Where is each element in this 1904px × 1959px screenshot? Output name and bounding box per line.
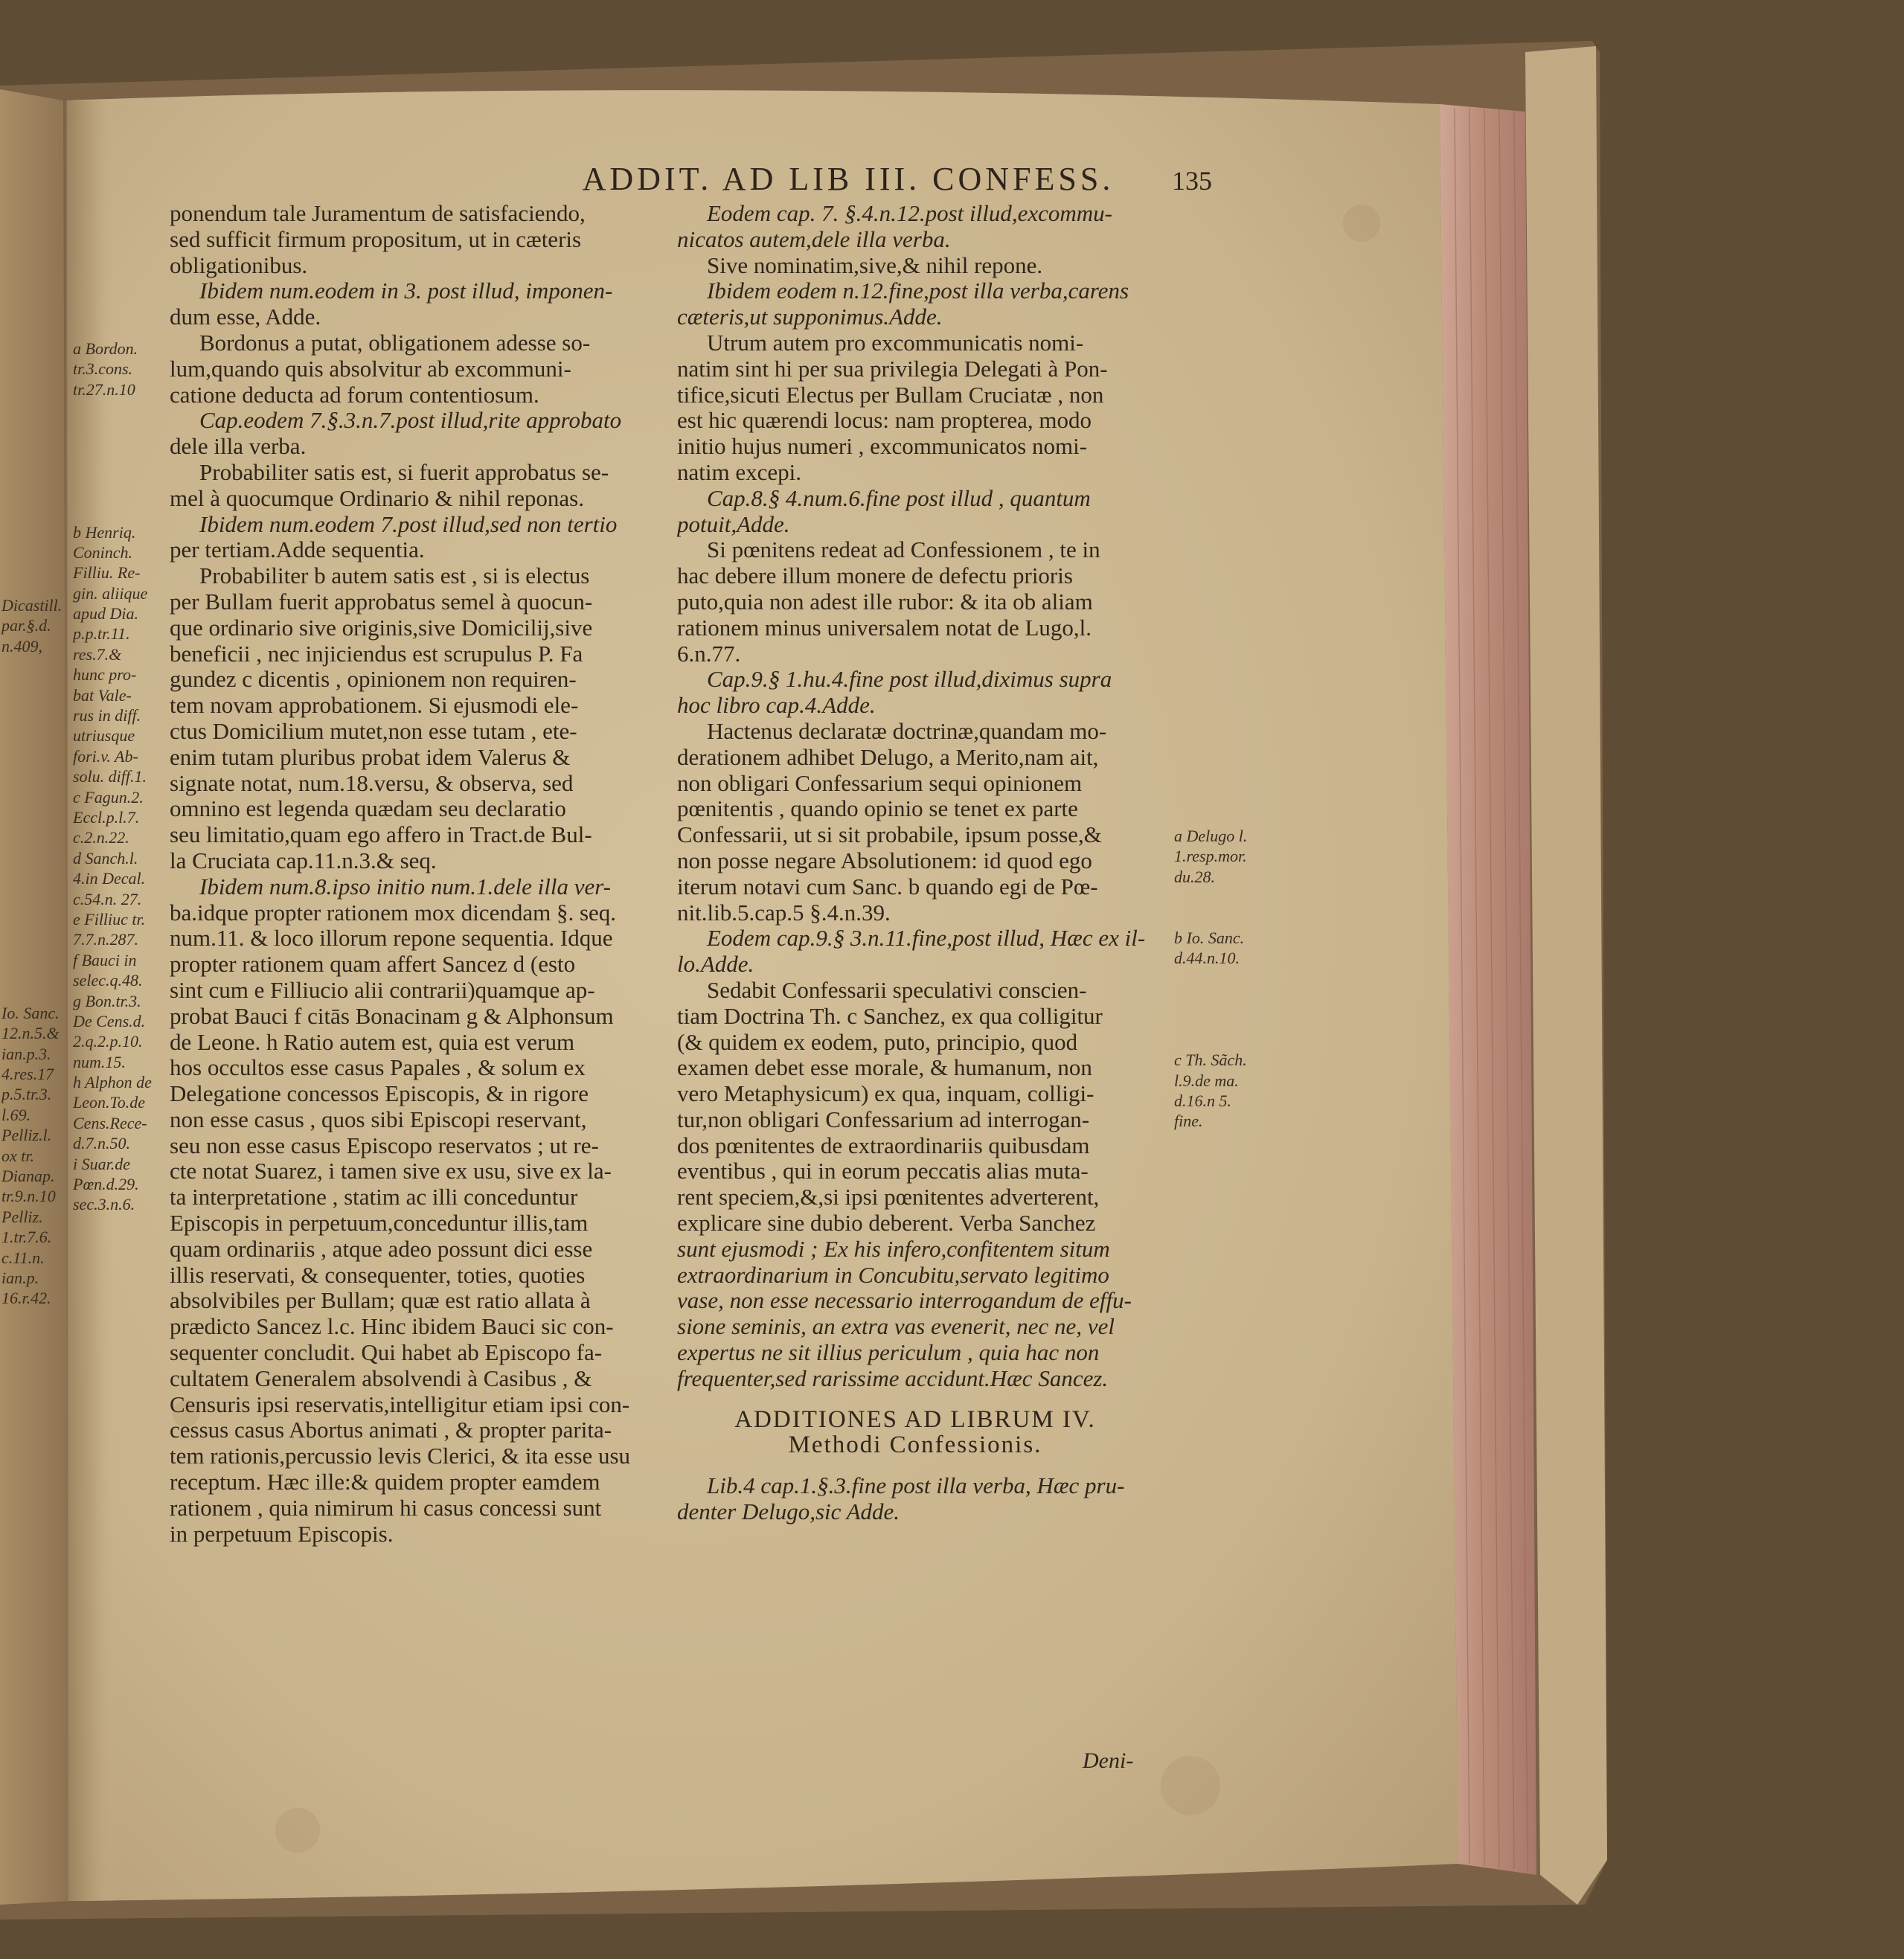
- marginal-note-line: [1, 697, 65, 717]
- marginal-note-line: gin. aliique: [73, 583, 148, 603]
- text-line: dum esse, Adde.: [170, 304, 321, 330]
- marginal-note-line: b Io. Sanc.: [1174, 928, 1245, 947]
- marginal-note-line: p.5.tr.3.: [1, 1085, 52, 1104]
- text-line: nicatos autem,dele illa verba.: [677, 226, 951, 252]
- text-line: in perpetuum Episcopis.: [170, 1521, 394, 1547]
- marginal-note-line: rus in diff.: [73, 706, 141, 725]
- marginal-note-line: c.2.n.22.: [73, 828, 129, 847]
- text-line: enim tutam pluribus probat idem Valerus &: [170, 744, 571, 770]
- text-line: puto,quia non adest ille rubor: & ita ob aliam: [677, 589, 1093, 615]
- marginal-note-line: c.54.n. 27.: [73, 889, 142, 908]
- marginal-note-line: utriusque: [73, 726, 135, 746]
- text-line: Probabiliter b autem satis est , si is electus: [199, 563, 590, 589]
- text-line: cessus casus Abortus animati , & propter parita-: [170, 1417, 612, 1443]
- left-text-column: [170, 201, 682, 1547]
- marginal-note-line: b Henriq.: [73, 522, 136, 542]
- right-text-column: [677, 201, 1198, 1525]
- text-line: extraordinarium in Concubitu,servato legitimo: [677, 1262, 1109, 1288]
- marginal-note-line: p.p.tr.11.: [73, 624, 130, 644]
- marginal-note-line: Pœn.d.29.: [73, 1175, 139, 1194]
- marginal-note-line: g Bon.tr.3.: [73, 991, 141, 1010]
- text-line: examen debet esse morale, & humanum, non: [677, 1055, 1092, 1081]
- marginal-note-line: Pelliz.: [1, 1207, 43, 1226]
- text-line: sione seminis, an extra vas evenerit, nec ne, vel: [677, 1314, 1115, 1340]
- text-line: Cap.8.§ 4.num.6.fine post illud , quantum: [707, 485, 1091, 511]
- marginal-note-line: [1, 758, 65, 778]
- text-line: tifice,sicuti Electus per Bullam Cruciatæ , non: [677, 382, 1104, 408]
- text-line: obligationibus.: [170, 252, 308, 278]
- text-line: gundez c dicentis , opinionem non requiren-: [170, 667, 577, 693]
- text-line: signate notat, num.18.versu, & observa, sed: [170, 770, 574, 796]
- text-line: illis reservati, & consequenter, toties, quoties: [170, 1262, 586, 1288]
- marginal-note-line: du.28.: [1174, 867, 1215, 886]
- text-line: derationem adhibet Delugo, a Merito,nam ait,: [677, 744, 1099, 770]
- text-line: pœnitentis , quando opinio se tenet ex parte: [677, 796, 1078, 822]
- text-line: rationem minus universalem notat de Lugo,l.: [677, 615, 1092, 641]
- marginal-note-line: [73, 440, 170, 461]
- marginal-note-line: ian.p.3.: [1, 1044, 51, 1063]
- marginal-note-line: [1, 840, 65, 860]
- marginal-note-line: [1, 962, 65, 982]
- text-line: Episcopis in perpetuum,conceduntur illis,tam: [170, 1211, 589, 1237]
- text-line: seu non esse casus Episcopo reservatos ; ut re-: [170, 1132, 599, 1158]
- text-line: [677, 1458, 1198, 1473]
- text-line: dos pœnitentes de extraordinariis quibusdam: [677, 1132, 1090, 1158]
- marginal-note-line: [1, 717, 65, 737]
- text-line: Ibidem num.8.ipso initio num.1.dele illa ver-: [199, 873, 611, 900]
- marginal-note-line: [1174, 908, 1263, 928]
- text-line: mel à quocumque Ordinario & nihil reponas.: [170, 485, 585, 511]
- text-line: natim excepi.: [677, 459, 801, 485]
- text-line: Si pœnitens redeat ad Confessionem , te in: [707, 537, 1100, 563]
- text-line: natim sint hi per sua privilegia Delegati à Pon-: [677, 356, 1108, 382]
- text-line: per Bullam fuerit approbatus semel à quocun-: [170, 589, 593, 615]
- text-line: rent speciem,&,si ipsi pœnitentes adverterent,: [677, 1184, 1100, 1211]
- text-line: sunt ejusmodi ; Ex his infero,confitentem situm: [677, 1236, 1110, 1262]
- text-line: que ordinario sive originis,sive Domicilij,sive: [170, 615, 593, 641]
- text-line: nit.lib.5.cap.5 §.4.n.39.: [677, 900, 891, 926]
- text-line: frequenter,sed rarissime accidunt.Hæc Sancez.: [677, 1365, 1109, 1391]
- text-line: ponendum tale Juramentum de satisfaciendo,: [170, 201, 586, 226]
- marginal-note-line: c Th. Sãch.: [1174, 1051, 1247, 1070]
- text-line: Eodem cap.9.§ 3.n.11.fine,post illud, Hæc ex il-: [707, 926, 1146, 952]
- text-line: propter rationem quam affert Sancez d (esto: [170, 952, 576, 978]
- marginal-note-line: [1, 942, 65, 962]
- marginal-note-line: Pelliz.l.: [1, 1126, 52, 1145]
- text-line: rationem , quia nimirum hi casus concessi sunt: [170, 1495, 602, 1521]
- catchword: Deni-: [1083, 1748, 1134, 1773]
- marginal-note-line: ox tr.: [1, 1146, 34, 1165]
- marginal-note-line: solu. diff.1.: [73, 767, 147, 786]
- text-line: hos occultos esse casus Papales , & solum ex: [170, 1055, 586, 1081]
- marginal-note-line: c Fagun.2.: [73, 787, 144, 807]
- text-line: Confessarii, ut si sit probabile, ipsum posse,&: [677, 822, 1102, 848]
- marginal-note-line: [1174, 1010, 1263, 1030]
- left-marginal-notes: [73, 339, 170, 1215]
- running-head: ADDIT. AD LIB III. CONFESS.: [582, 161, 1115, 197]
- marginal-note-line: ian.p.: [1, 1268, 39, 1287]
- marginal-note-line: [1, 880, 65, 900]
- text-line: [677, 1392, 1198, 1407]
- marginal-note-line: [1, 982, 65, 1002]
- marginal-note-line: f Bauci in: [73, 950, 137, 969]
- marginal-note-line: [1174, 969, 1263, 989]
- text-line: eventibus , qui in eorum peccatis alias muta-: [677, 1158, 1089, 1184]
- text-line: Hactenus declaratæ doctrinæ,quandam mo-: [707, 718, 1107, 744]
- facing-page-marginalia: [1, 595, 65, 1309]
- text-line: catione deducta ad forum contentiosum.: [170, 382, 539, 408]
- page-number: 135: [1172, 166, 1212, 196]
- text-line: Ibidem num.eodem in 3. post illud, imponen-: [199, 278, 613, 304]
- text-line: est hic quærendi locus: nam propterea, modo: [677, 408, 1092, 434]
- marginal-note-line: e Filliuc tr.: [73, 909, 146, 929]
- marginal-note-line: h Alphon de: [73, 1073, 152, 1092]
- text-line: Ibidem eodem n.12.fine,post illa verba,carens: [707, 278, 1129, 304]
- marginal-note-line: sec.3.n.6.: [73, 1195, 135, 1214]
- marginal-note-line: [1174, 887, 1263, 907]
- marginal-note-line: num.15.: [73, 1052, 126, 1071]
- marginal-note-line: Filliu. Re-: [73, 563, 141, 583]
- text-line: hac debere illum monere de defectu prioris: [677, 563, 1073, 589]
- marginal-note-line: fori.v. Ab-: [73, 746, 138, 766]
- marginal-note-line: 16.r.42.: [1, 1289, 51, 1308]
- marginal-note-line: d.44.n.10.: [1174, 949, 1240, 968]
- marginal-note-line: [1, 738, 65, 758]
- text-line: Utrum autem pro excommunicatis nomi-: [707, 330, 1084, 356]
- text-line: non posse negare Absolutionem: id quod ego: [677, 847, 1092, 873]
- text-line: Sive nominatim,sive,& nihil repone.: [707, 252, 1043, 278]
- text-line: tiam Doctrina Th. c Sanchez, ex qua colligitur: [677, 1003, 1103, 1029]
- text-line: de Leone. h Ratio autem est, quia est verum: [170, 1029, 575, 1055]
- marginal-note-line: [1, 901, 65, 921]
- marginal-note-line: d Sanch.l.: [73, 848, 138, 868]
- text-line: explicare sine dubio deberent. Verba Sanchez: [677, 1211, 1096, 1237]
- text-line: quam ordinariis , atque adeo possunt dici esse: [170, 1236, 593, 1262]
- text-line: tem novam approbationem. Si ejusmodi ele-: [170, 693, 579, 719]
- marginal-note-line: d.7.n.50.: [73, 1134, 130, 1153]
- marginal-note-line: 7.7.n.287.: [73, 930, 138, 949]
- marginal-note-line: l.69.: [1, 1105, 31, 1124]
- text-line: 6.n.77.: [677, 641, 741, 667]
- text-line: Probabiliter satis est, si fuerit approbatus se-: [199, 459, 609, 485]
- text-line: ba.idque propter rationem mox dicendam §. seq.: [170, 900, 617, 926]
- marginal-note-line: n.409,: [1, 636, 42, 655]
- text-line: expertus ne sit illius periculum , quia hac non: [677, 1340, 1100, 1366]
- text-line: Delegatione concessos Episcopis, & in rigore: [170, 1081, 589, 1107]
- marginal-note-line: Cens.Rece-: [73, 1113, 147, 1132]
- text-line: la Cruciata cap.11.n.3.& seq.: [170, 847, 437, 873]
- text-line: ta interpretatione , statim ac illi conceduntur: [170, 1184, 578, 1211]
- marginal-note-line: par.§.d.: [1, 616, 51, 635]
- marginal-note-line: [1, 921, 65, 941]
- text-line: seu limitatio,quam ego affero in Tract.de Bul-: [170, 822, 592, 848]
- marginal-note-line: [73, 461, 170, 481]
- marginal-note-line: [1, 860, 65, 880]
- marginal-note-line: tr.3.cons.: [73, 359, 133, 379]
- marginal-note-line: fine.: [1174, 1112, 1203, 1131]
- text-line: beneficii , nec injiciendus est scrupulus P. Fa: [170, 641, 583, 667]
- marginal-note-line: i Suar.de: [73, 1154, 130, 1173]
- marginal-note-line: c.11.n.: [1, 1248, 45, 1267]
- marginal-note-line: Io. Sanc.: [1, 1003, 60, 1022]
- text-line: Censuris ipsi reservatis,intelligitur etiam ipsi con-: [170, 1391, 630, 1417]
- marginal-note-line: [1, 819, 65, 839]
- text-line: initio hujus numeri , excommunicatos nomi-: [677, 434, 1088, 460]
- marginal-note-line: selec.q.48.: [73, 971, 143, 990]
- marginal-note-line: bat Vale-: [73, 685, 132, 705]
- marginal-note-line: tr.27.n.10: [73, 379, 135, 399]
- marginal-note-line: [1174, 1030, 1263, 1050]
- text-line: iterum notavi cum Sanc. b quando egi de Pœ-: [677, 873, 1098, 900]
- text-line: cæteris,ut supponimus.Adde.: [677, 304, 943, 330]
- text-line: omnino est legenda quædam seu declaratio: [170, 796, 566, 822]
- text-line: Cap.9.§ 1.hu.4.fine post illud,diximus supra: [707, 667, 1112, 693]
- marginal-note-line: [1, 656, 65, 676]
- marginal-note-line: [1, 799, 65, 819]
- marginal-note-line: tr.9.n.10: [1, 1187, 56, 1206]
- marginal-note-line: res.7.&: [73, 644, 122, 664]
- marginal-note-line: Leon.To.de: [73, 1093, 145, 1112]
- marginal-note-line: Coninch.: [73, 542, 133, 562]
- text-line: absolvibiles per Bullam; quæ est ratio allata à: [170, 1288, 591, 1314]
- marginal-note-line: [73, 481, 170, 501]
- marginal-note-line: [1, 779, 65, 799]
- text-line: receptum. Hæc ille:& quidem propter eamdem: [170, 1469, 600, 1495]
- text-line: sint cum e Filliucio alii contrarii)quamque ap-: [170, 977, 595, 1003]
- marginal-note-line: Eccl.p.l.7.: [73, 807, 140, 827]
- marginal-note-line: a Bordon.: [73, 339, 138, 358]
- marginal-note-line: Dianap.: [1, 1166, 55, 1185]
- text-line: dele illa verba.: [170, 434, 307, 460]
- text-line: Eodem cap. 7. §.4.n.12.post illud,excommu-: [707, 201, 1112, 226]
- section-heading-line: ADDITIONES AD LIBRUM IV.: [734, 1406, 1096, 1433]
- marginal-note-line: 4.res.17: [1, 1064, 54, 1083]
- text-line: hoc libro cap.4.Adde.: [677, 693, 876, 719]
- text-line: vero Metaphysicum) ex qua, inquam, colligi-: [677, 1081, 1094, 1107]
- text-line: (& quidem ex eodem, puto, principio, quod: [677, 1029, 1078, 1055]
- marginal-note-line: apud Dia.: [73, 604, 138, 623]
- text-line: tem rationis,percussio levis Clerici, & ita esse usu: [170, 1443, 631, 1469]
- marginal-note-line: Dicastill.: [1, 596, 62, 615]
- text-line: Bordonus a putat, obligationem adesse so-: [199, 330, 591, 356]
- marginal-note-line: [1, 677, 65, 697]
- text-line: Cap.eodem 7.§.3.n.7.post illud,rite approbato: [199, 408, 622, 434]
- text-line: ctus Domicilium mutet,non esse tutam , ete-: [170, 718, 577, 744]
- section-heading-line: Methodi Confessionis.: [788, 1432, 1042, 1459]
- marginal-note-line: l.9.de ma.: [1174, 1071, 1239, 1090]
- text-line: num.11. & loco illorum repone sequentia. Idque: [170, 926, 613, 952]
- marginal-note-line: 12.n.5.&: [1, 1024, 60, 1043]
- marginal-note-line: [73, 400, 170, 420]
- text-line: non esse casus , quos sibi Episcopi reservant,: [170, 1106, 587, 1132]
- marginal-note-line: 4.in Decal.: [73, 869, 146, 888]
- marginal-note-line: [73, 501, 170, 522]
- text-line: probat Bauci f citās Bonacinam g & Alphonsum: [170, 1003, 614, 1029]
- marginal-note-line: De Cens.d.: [73, 1011, 146, 1030]
- text-line: prædicto Sancez l.c. Hinc ibidem Bauci sic con-: [170, 1314, 614, 1340]
- text-line: sed sufficit firmum propositum, ut in cæteris: [170, 226, 582, 252]
- text-line: cultatem Generalem absolvendi à Casibus , &: [170, 1365, 592, 1391]
- marginal-note-line: 1.tr.7.6.: [1, 1228, 52, 1247]
- marginal-note-line: 1.resp.mor.: [1174, 847, 1247, 866]
- text-line: per tertiam.Adde sequentia.: [170, 537, 425, 563]
- marginal-note-line: [1174, 989, 1263, 1009]
- marginal-note-line: 2.q.2.p.10.: [73, 1032, 143, 1051]
- text-line: cte notat Suarez, i tamen sive ex usu, sive ex la-: [170, 1158, 612, 1184]
- text-line: vase, non esse necessario interrogandum de effu-: [677, 1288, 1132, 1314]
- text-line: potuit,Adde.: [677, 511, 790, 537]
- text-line: lum,quando quis absolvitur ab excommuni-: [170, 356, 571, 382]
- text-line: non obligari Confessarium sequi opinionem: [677, 770, 1083, 796]
- text-line: Sedabit Confessarii speculativi conscien-: [707, 977, 1087, 1003]
- marginal-note-line: [73, 420, 170, 440]
- text-line: sequenter concludit. Qui habet ab Episcopo fa-: [170, 1340, 603, 1366]
- marginal-note-line: d.16.n 5.: [1174, 1091, 1231, 1111]
- right-marginal-notes: [1174, 826, 1263, 1132]
- text-line: Lib.4 cap.1.§.3.fine post illa verba, Hæc pru-: [707, 1473, 1125, 1499]
- marginal-note-line: a Delugo l.: [1174, 827, 1248, 845]
- text-line: denter Delugo,sic Adde.: [677, 1499, 900, 1525]
- marginal-note-line: hunc pro-: [73, 665, 137, 684]
- text-line: lo.Adde.: [677, 952, 754, 978]
- text-line: Ibidem num.eodem 7.post illud,sed non tertio: [199, 511, 618, 537]
- text-line: tur,non obligari Confessarium ad interrogan-: [677, 1106, 1090, 1132]
